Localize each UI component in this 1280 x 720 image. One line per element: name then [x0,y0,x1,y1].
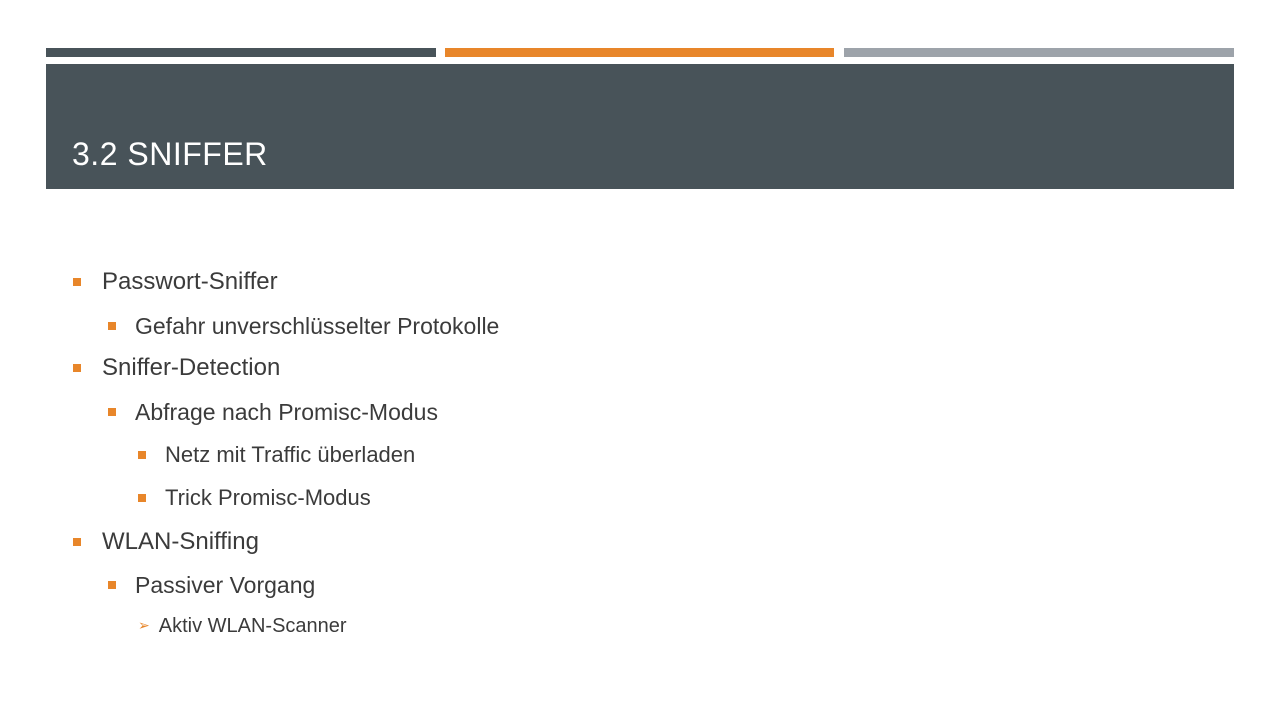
bullet-text: Netz mit Traffic überladen [165,442,416,467]
bullet-item [138,482,371,514]
square-bullet-icon [108,322,116,330]
square-bullet-icon [73,364,81,372]
square-bullet-icon [108,408,116,416]
bullet-text: Gefahr unverschlüsselter Protokolle [135,312,500,339]
bullet-item [73,266,278,298]
bullet-item [108,310,499,342]
square-bullet-icon [108,581,116,589]
square-bullet-icon [73,538,81,546]
title-band [46,64,1234,189]
bullet-text: Passwort-Sniffer [102,268,278,295]
accent-bar-orange [445,48,834,57]
square-bullet-icon [73,278,81,286]
bullet-text: Sniffer-Detection [102,354,281,381]
bullet-text: WLAN-Sniffing [102,528,259,555]
bullet-item [108,569,315,601]
bullet-text: Aktiv WLAN-Scanner [158,614,347,637]
square-bullet-icon [138,494,146,502]
slide-title: 3.2 SNIFFER [72,136,268,172]
accent-bar-gray [844,48,1234,57]
bullet-item [73,352,280,384]
arrow-bullet-icon: ➢ [138,618,150,634]
bullet-text: Abfrage nach Promisc-Modus [135,398,438,425]
bullet-item [73,526,259,558]
bullet-text: Passiver Vorgang [135,571,316,598]
accent-bar-dark [46,48,436,57]
bullet-item [138,611,347,641]
bullet-text: Trick Promisc-Modus [165,485,371,510]
bullet-item [138,439,415,471]
bullet-item [108,396,438,428]
square-bullet-icon [138,451,146,459]
